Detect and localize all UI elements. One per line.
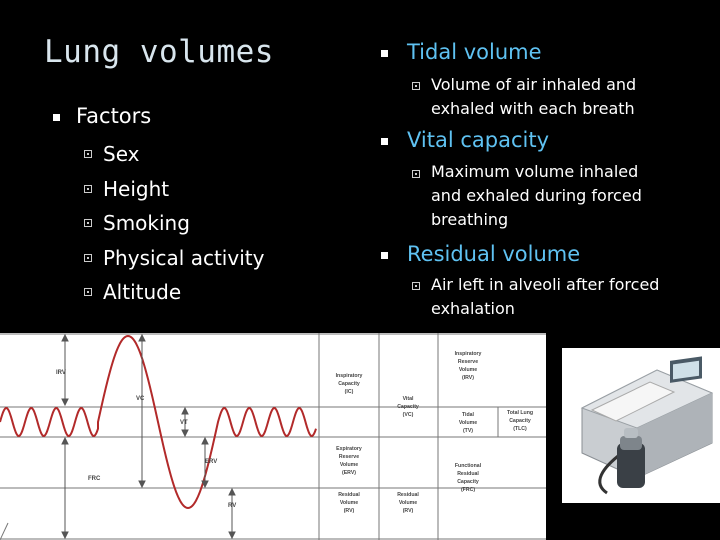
tidal-volume-heading: Tidal volume <box>407 40 542 64</box>
rv2-label-2: Volume <box>398 500 418 506</box>
ic-label-1: Inspiratory <box>335 373 363 379</box>
frc-label-4: (FRC) <box>460 487 476 493</box>
rv2-label-3: (RV) <box>402 508 414 514</box>
bullet-icon <box>53 114 60 121</box>
erv-label-3: Volume <box>339 462 359 468</box>
erv-label-2: Reserve <box>338 454 360 460</box>
ic-label-3: (IC) <box>344 389 354 395</box>
desc-line: Maximum volume inhaled <box>431 162 639 181</box>
wave-label-vt: VT <box>180 420 188 426</box>
vc-label-3: (VC) <box>402 412 414 418</box>
bullet-icon <box>412 282 420 290</box>
factor-item: Sex <box>103 142 140 166</box>
bullet-icon <box>84 288 92 296</box>
tlc-label-2: Capacity <box>509 418 531 424</box>
tidal-volume-desc <box>431 73 636 121</box>
vc-label-2: Capacity <box>397 404 419 410</box>
vital-capacity-desc <box>431 160 642 232</box>
residual-volume-desc <box>431 273 659 321</box>
erv-label-1: Expiratory <box>336 446 362 452</box>
rv-label-1: Residual <box>338 492 360 498</box>
bullet-icon <box>84 254 92 262</box>
desc-line: and exhaled during forced <box>431 186 642 205</box>
rv2-label-1: Residual <box>397 492 419 498</box>
tv-label-2: Volume <box>458 420 478 426</box>
ic-label-2: Capacity <box>338 381 360 387</box>
wave-label-rv: RV <box>228 503 237 509</box>
wave-label-vc: VC <box>136 396 145 402</box>
erv-label-4: (ERV) <box>341 470 357 476</box>
desc-line: breathing <box>431 210 509 229</box>
factor-item: Altitude <box>103 280 182 304</box>
bullet-icon <box>381 138 388 145</box>
irv-label-1: Inspiratory <box>454 351 482 357</box>
spirometry-wave <box>0 336 316 508</box>
tlc-label-3: (TLC) <box>513 426 527 432</box>
bullet-icon <box>84 185 92 193</box>
bullet-icon <box>412 82 420 90</box>
tv-label-1: Tidal <box>461 412 475 418</box>
frc-label-2: Residual <box>457 471 479 477</box>
frc-label-1: Functional <box>454 463 482 469</box>
tlc-label-1: Total Lung <box>506 410 534 416</box>
desc-line: Air left in alveoli after forced <box>431 275 660 294</box>
rv-label-3: (RV) <box>343 508 355 514</box>
wave-label-irv: IRV <box>56 370 66 376</box>
irv-label-3: Volume <box>458 367 478 373</box>
factor-item: Physical activity <box>103 246 265 270</box>
tv-label-3: (TV) <box>462 428 474 434</box>
factor-item: Smoking <box>103 211 190 235</box>
wave-label-frc: FRC <box>88 476 101 482</box>
vital-capacity-heading: Vital capacity <box>407 128 550 152</box>
residual-volume-heading: Residual volume <box>407 242 581 266</box>
desc-line: exhalation <box>431 299 515 318</box>
irv-label-2: Reserve <box>457 359 479 365</box>
factor-item: Height <box>103 177 170 201</box>
vc-label-1: Vital <box>402 396 414 402</box>
bullet-icon <box>84 219 92 227</box>
bullet-icon <box>412 170 420 178</box>
desc-line: Volume of air inhaled and <box>431 75 637 94</box>
frc-label-3: Capacity <box>457 479 479 485</box>
slide-title: Lung volumes <box>44 34 274 70</box>
bullet-icon <box>381 252 388 259</box>
irv-label-4: (IRV) <box>461 375 475 381</box>
lung-volume-diagram <box>0 333 546 540</box>
bullet-icon <box>381 50 388 57</box>
desc-line: exhaled with each breath <box>431 99 635 118</box>
rv-label-2: Volume <box>339 500 359 506</box>
wave-label-erv: ERV <box>205 459 218 465</box>
factors-heading: Factors <box>76 104 152 128</box>
bullet-icon <box>84 150 92 158</box>
spirometer-device-image <box>562 348 720 503</box>
